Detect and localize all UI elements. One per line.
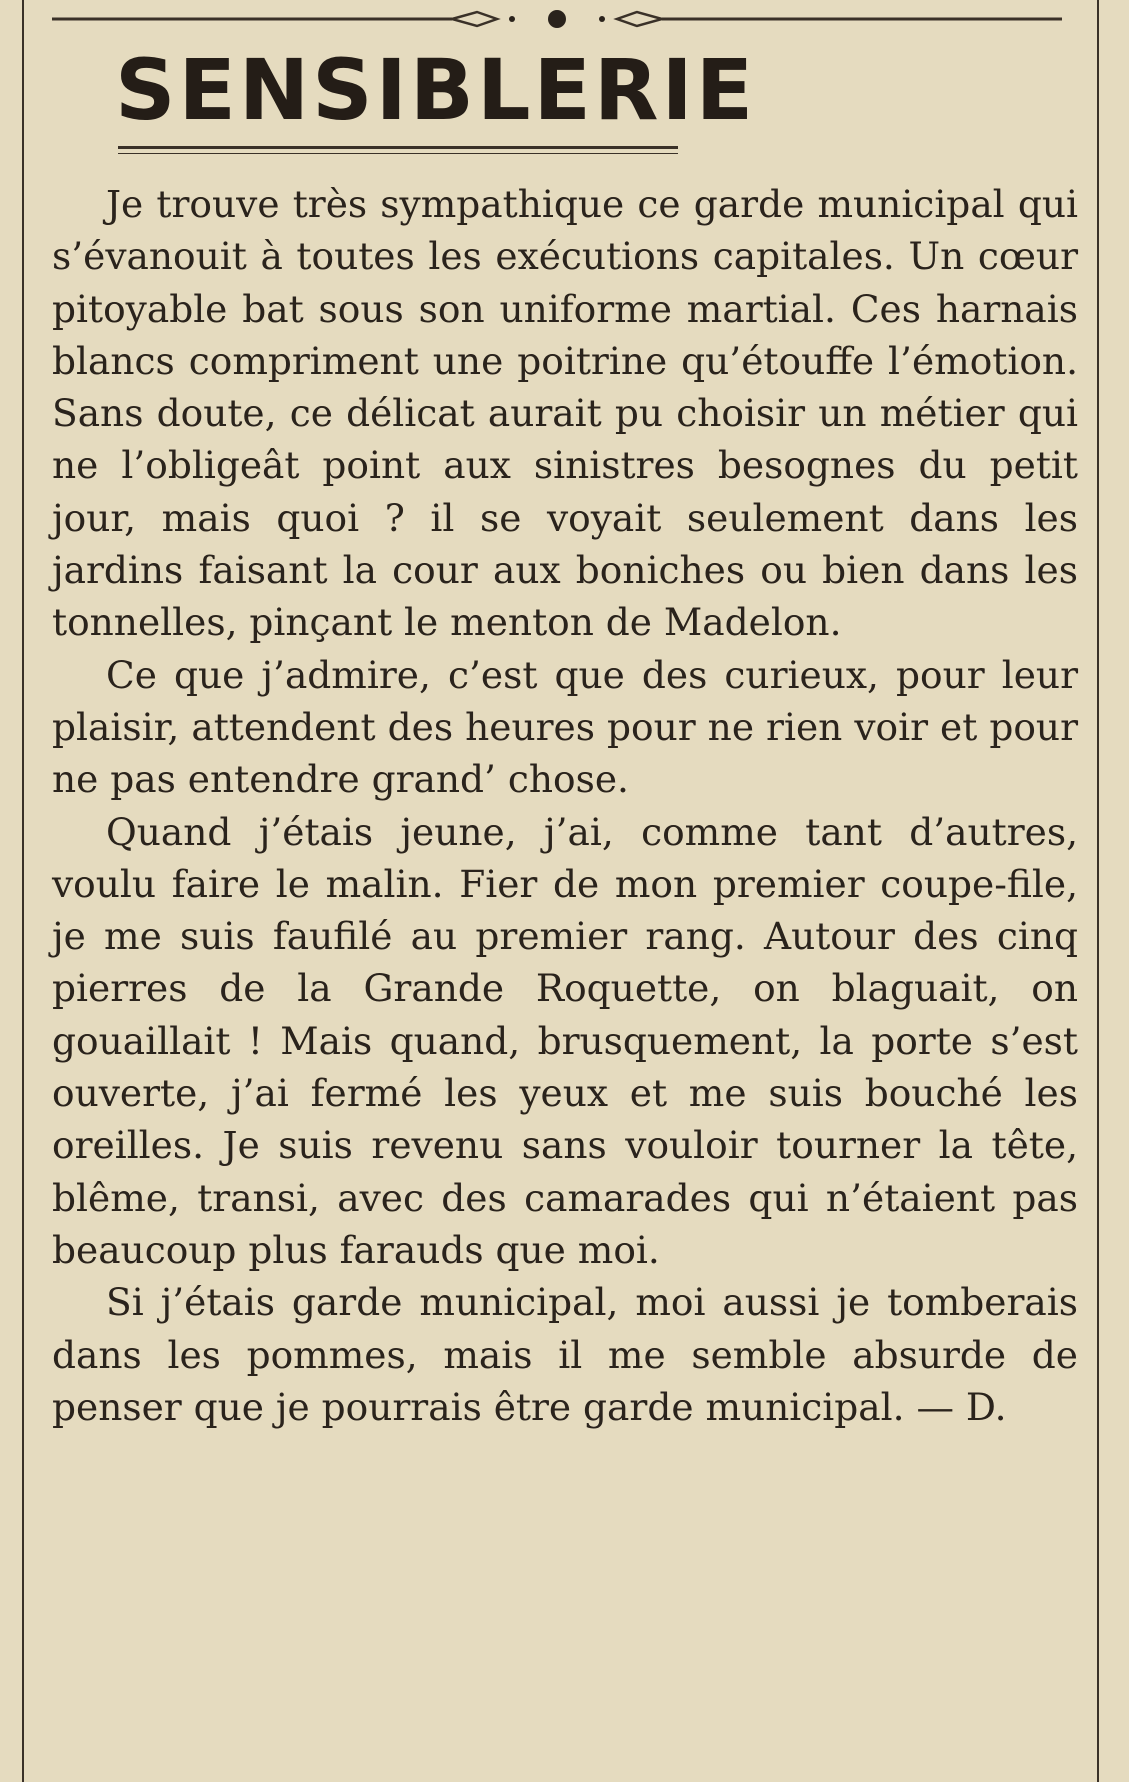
top-ornament-rule <box>52 8 1062 30</box>
column-rule-right <box>1097 0 1099 1782</box>
paragraph-4: Si j’étais garde municipal, moi aussi je tomberais dans les pommes, mais il me semble absurde de penser que je pourrais être garde municipal. — D. <box>52 1280 1078 1429</box>
column-rule-left <box>22 0 24 1782</box>
title-underline-thick <box>118 146 678 149</box>
article-title: SENSIBLERIE <box>115 41 757 139</box>
paragraph-2: Ce que j’admire, c’est que des curieux, pour leur plaisir, attendent des heures pour ne rien voir et pour ne pas entendre grand’ chose. <box>52 652 1078 802</box>
title-underline-thin <box>118 153 678 154</box>
paragraph-1: Je trouve très sympathique ce garde municipal qui s’évanouit à toutes les exécutions capitales. Un cœur pitoyable bat sous son uniforme martial. Ces harnais blancs compriment une poitrine qu’étouffe l’émotion. Sans doute, ce délicat aurait pu choisir un métier qui ne l’obligeât point aux sinistres besognes du petit jour, mais quoi ? il se voyait seulement dans les jardins faisant la cour aux boniches ou bien dans les tonnelles, pinçant le menton de Madelon. <box>52 182 1078 645</box>
paragraph-3: Quand j’étais jeune, j’ai, comme tant d’autres, voulu faire le malin. Fier de mon premier coupe-file, je me suis faufilé au premier rang. Autour des cinq pierres de la Grande Roquette, on blaguait, on gouaillait ! Mais quand, brusquement, la porte s’est ouverte, j’ai fermé les yeux et me suis bouché les oreilles. Je suis revenu sans vouloir tourner la tête, blême, transi, avec des camarades qui n’étaient pas beaucoup plus farauds que moi. <box>52 809 1078 1272</box>
article-body <box>52 178 1078 1433</box>
